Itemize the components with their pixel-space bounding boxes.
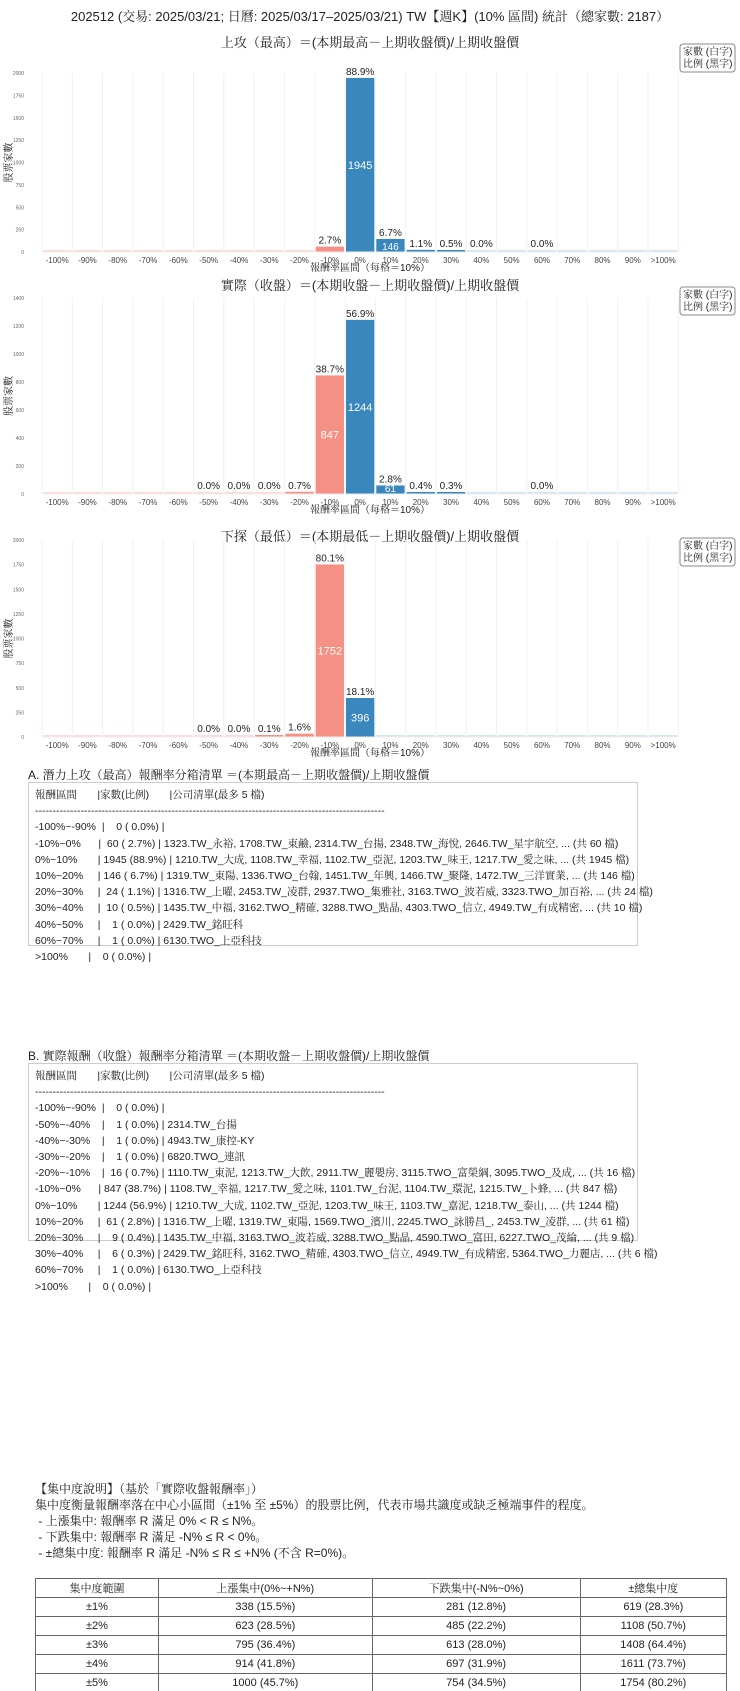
- bar-count-label: 1945: [347, 159, 373, 172]
- bar-percent-label: 56.9%: [345, 308, 375, 320]
- section-a-list: [28, 782, 653, 964]
- x-tick-label: 10%: [382, 741, 399, 750]
- bar-count-label: 1244: [347, 401, 373, 414]
- text-line: 0%~10% | 1244 (56.9%) | 1210.TW_大成, 1102.TW_亞泥, 1203.TW_味王, 1103.TW_嘉泥, 1218.TW_泰山, ... (共 1244 檔): [35, 1199, 619, 1212]
- x-tick-label: -70%: [138, 741, 158, 750]
- bar-percent-label: 1.6%: [288, 722, 311, 734]
- y-tick-label: 200: [15, 464, 24, 470]
- text-line: -10%~0% | 60 ( 2.7%) | 1323.TW_永裕, 1708.TW_東鹼, 2314.TW_台揚, 2348.TW_海悅, 2646.TW_星宇航空, ... (共 60 檔): [35, 837, 619, 850]
- y-tick-label: 750: [15, 182, 24, 189]
- table-cell: 914 (41.8%): [158, 1655, 372, 1674]
- x-tick-label: 60%: [533, 498, 550, 507]
- y-tick-label: 250: [15, 227, 24, 234]
- bar-percent-label: 0.0%: [257, 481, 281, 492]
- x-tick-label: -40%: [229, 256, 249, 265]
- bar-percent-label: 0.4%: [409, 481, 433, 492]
- legend-entry: 比例 (黑字): [683, 553, 733, 564]
- x-tick-label: -50%: [199, 498, 218, 507]
- x-tick-label: 50%: [503, 256, 520, 265]
- x-tick-label: 90%: [624, 256, 641, 265]
- bar-percent-label: 0.5%: [439, 239, 463, 250]
- table-cell: ±1%: [36, 1598, 159, 1617]
- x-tick-label: -80%: [108, 741, 128, 750]
- y-tick-label: 250: [15, 710, 24, 717]
- text-line: 30%~40% | 10 ( 0.5%) | 1435.TW_中福, 3162.TWO_精確, 3288.TWO_點晶, 4303.TWO_信立, 4949.TW_有成精密, ... (共 10 檔): [35, 902, 643, 915]
- table-cell: 1000 (45.7%): [158, 1674, 372, 1691]
- bar-percent-label: 0.0%: [227, 481, 251, 492]
- y-tick-label: 1500: [12, 115, 24, 122]
- bar-percent-label: 38.7%: [315, 364, 345, 376]
- y-tick-label: 1500: [12, 587, 24, 594]
- text-line: -40%~-30% | 1 ( 0.0%) | 4943.TW_康控-KY: [35, 1134, 255, 1147]
- y-tick-label: 750: [15, 661, 24, 668]
- x-tick-label: -80%: [108, 498, 128, 507]
- x-tick-label: -20%: [290, 498, 309, 507]
- text-line: -20%~-10% | 16 ( 0.7%) | 1110.TW_東泥, 1213.TW_大飲, 2911.TW_麗嬰房, 3115.TWO_富榮綱, 3095.TWO_及成, ... (共 16 檔): [35, 1167, 636, 1180]
- bar-percent-label: 0.0%: [227, 724, 251, 735]
- y-axis-label: 股票家數: [4, 142, 15, 183]
- bar-percent-label: 0.0%: [530, 481, 554, 492]
- col-header: 下跌集中(-N%~0%): [372, 1579, 580, 1598]
- y-axis-label: 股票家數: [4, 376, 15, 416]
- table-cell: 338 (15.5%): [158, 1598, 372, 1617]
- x-tick-label: -10%: [320, 498, 340, 507]
- x-tick-label: 40%: [473, 256, 490, 265]
- y-tick-label: 0: [21, 250, 24, 256]
- text-line: ----------------------------------------------------------------------------------------------------: [35, 805, 385, 818]
- x-tick-label: 80%: [594, 256, 611, 265]
- table-cell: 1408 (64.4%): [580, 1636, 726, 1655]
- bar-percent-label: 0.0%: [469, 239, 493, 250]
- x-tick-label: 70%: [564, 256, 581, 265]
- x-tick-label: -40%: [229, 741, 249, 750]
- bar-percent-label: 2.8%: [379, 474, 402, 486]
- table-cell: 485 (22.2%): [372, 1617, 580, 1636]
- text-line: >100% | 0 ( 0.0%) |: [35, 951, 152, 964]
- x-tick-label: -100%: [45, 256, 69, 265]
- x-tick-label: -90%: [78, 741, 97, 750]
- bar-percent-label: 0.0%: [197, 724, 221, 735]
- y-tick-label: 2000: [12, 538, 24, 544]
- bar-percent-label: 80.1%: [315, 553, 345, 565]
- bar-percent-label: 2.7%: [318, 235, 342, 247]
- x-tick-label: 40%: [473, 498, 490, 507]
- x-tick-label: 90%: [624, 741, 641, 750]
- bar-count-label: 847: [320, 429, 340, 442]
- text-line: 報酬區間 |家數(比例) |公司清單(最多 5 檔): [35, 789, 265, 801]
- bar-percent-label: 0.0%: [530, 239, 554, 250]
- text-line: -50%~-40% | 1 ( 0.0%) | 2314.TW_台揚: [35, 1118, 237, 1131]
- table-cell: 697 (31.9%): [372, 1655, 580, 1674]
- text-line: 40%~50% | 1 ( 0.0%) | 2429.TW_銘旺科: [35, 918, 244, 931]
- y-tick-label: 0: [21, 492, 24, 498]
- x-tick-label: -10%: [320, 741, 340, 750]
- table-cell: ±5%: [36, 1674, 159, 1691]
- chart-1: [2, 35, 735, 274]
- x-tick-label: 0%: [354, 741, 366, 750]
- text-line: -100%~-90% | 0 ( 0.0%) |: [35, 1102, 165, 1115]
- table-header-row: [36, 1579, 727, 1598]
- chart-3: [2, 529, 735, 759]
- y-tick-label: 1250: [12, 611, 24, 618]
- x-tick-label: -40%: [229, 498, 249, 507]
- x-tick-label: 10%: [382, 256, 399, 265]
- legend-entry: 家數 (白字): [683, 290, 733, 301]
- x-tick-label: -50%: [199, 741, 218, 750]
- x-tick-label: 20%: [412, 498, 429, 507]
- concentration-table: [35, 1578, 727, 1691]
- x-tick-label: 30%: [443, 498, 460, 507]
- x-tick-label: >100%: [650, 256, 676, 265]
- bar-percent-label: 1.1%: [409, 238, 433, 250]
- x-tick-label: -30%: [259, 256, 279, 265]
- section-b-list: [28, 1063, 658, 1293]
- text-line: - 上漲集中: 報酬率 R 滿足 0% < R ≤ N%。: [35, 1514, 264, 1528]
- table-cell: ±2%: [36, 1617, 159, 1636]
- explanation-heading: 【集中度說明】（基於「實際收盤報酬率」）: [35, 1482, 264, 1496]
- page-title: 202512 (交易: 2025/03/21; 日曆: 2025/03/17–2025/03/21) TW【週K】(10% 區間) 統計（總家數: 2187）: [70, 9, 670, 24]
- table-row: [36, 1674, 727, 1691]
- col-header: 集中度範圍: [36, 1579, 159, 1598]
- x-tick-label: 20%: [412, 256, 429, 265]
- x-tick-label: >100%: [650, 498, 676, 507]
- text-line: >100% | 0 ( 0.0%) |: [35, 1280, 152, 1293]
- y-tick-label: 1750: [12, 562, 24, 569]
- text-line: -30%~-20% | 1 ( 0.0%) | 6820.TWO_連訊: [35, 1151, 245, 1164]
- chart-title: 上攻（最高）＝(本期最高－上期收盤價)/上期收盤價: [220, 35, 520, 50]
- text-line: 60%~70% | 1 ( 0.0%) | 6130.TWO_上亞科技: [35, 934, 262, 947]
- x-tick-label: 60%: [533, 741, 550, 750]
- y-tick-label: 1750: [12, 93, 24, 100]
- table-cell: 613 (28.0%): [372, 1636, 580, 1655]
- y-tick-label: 1400: [12, 296, 24, 302]
- table-row: [36, 1598, 727, 1617]
- bar: [316, 247, 344, 252]
- x-tick-label: -60%: [169, 498, 188, 507]
- x-tick-label: -60%: [169, 256, 188, 265]
- x-tick-label: -100%: [45, 741, 69, 750]
- text-line: -10%~0% | 847 (38.7%) | 1108.TW_幸福, 1217.TW_愛之味, 1101.TW_台泥, 1104.TW_環泥, 1215.TW_卜蜂, ... (共 847 檔): [35, 1183, 618, 1196]
- text-line: 集中度衡量報酬率落在中心小區間（±1% 至 ±5%）的股票比例，代表市場共識度或缺乏極端事件的程度。: [35, 1498, 594, 1512]
- x-tick-label: 30%: [443, 741, 460, 750]
- table-cell: 754 (34.5%): [372, 1674, 580, 1691]
- histogram-charts: [0, 0, 740, 780]
- chart-2: [2, 278, 735, 516]
- bar-percent-label: 88.9%: [345, 66, 375, 78]
- x-tick-label: 60%: [533, 256, 550, 265]
- x-tick-label: 20%: [412, 741, 429, 750]
- y-tick-label: 1200: [12, 324, 24, 330]
- y-tick-label: 1000: [12, 160, 24, 167]
- x-tick-label: 80%: [594, 498, 611, 507]
- legend-entry: 比例 (黑字): [683, 59, 733, 70]
- text-line: 10%~20% | 146 ( 6.7%) | 1319.TW_東陽, 1336.TWO_台翰, 1451.TW_年興, 1466.TW_聚隆, 1472.TW_三洋實業, ... (共 146 檔): [35, 870, 635, 883]
- x-tick-label: -20%: [290, 741, 309, 750]
- x-tick-label: 70%: [564, 741, 581, 750]
- text-line: ----------------------------------------------------------------------------------------------------: [35, 1086, 385, 1099]
- x-tick-label: -90%: [78, 498, 97, 507]
- table-cell: 1108 (50.7%): [580, 1617, 726, 1636]
- bar-percent-label: 6.7%: [379, 227, 402, 239]
- x-tick-label: 40%: [473, 741, 490, 750]
- bar-percent-label: 18.1%: [345, 686, 375, 698]
- x-tick-label: 90%: [624, 498, 641, 507]
- chart-title: 下探（最低）＝(本期最低－上期收盤價)/上期收盤價: [220, 529, 520, 544]
- bar-percent-label: 0.1%: [257, 724, 281, 735]
- text-line: -100%~-90% | 0 ( 0.0%) |: [35, 821, 165, 834]
- table-cell: 795 (36.4%): [158, 1636, 372, 1655]
- y-tick-label: 400: [15, 436, 24, 442]
- bar-percent-label: 0.3%: [439, 481, 463, 492]
- text-line: 0%~10% | 1945 (88.9%) | 1210.TW_大成, 1108.TW_幸福, 1102.TW_亞泥, 1203.TW_味王, 1217.TW_愛之味, ... (共 1945 檔): [35, 853, 630, 866]
- x-tick-label: 10%: [382, 498, 399, 507]
- table-cell: 1754 (80.2%): [580, 1674, 726, 1691]
- legend-entry: 家數 (白字): [683, 47, 733, 58]
- x-axis-label: 報酬率區間（每格＝10%）: [309, 263, 431, 274]
- text-line: - ±總集中度: 報酬率 R 滿足 -N% ≤ R ≤ +N% (不含 R=0%)。: [35, 1546, 355, 1560]
- text-line: 20%~30% | 9 ( 0.4%) | 1435.TW_中福, 3163.TWO_波若威, 3288.TWO_點晶, 4590.TWO_富田, 6227.TWO_茂綸, ... (共 9 檔): [35, 1232, 635, 1245]
- x-tick-label: -80%: [108, 256, 128, 265]
- x-tick-label: 0%: [354, 256, 366, 265]
- table-row: [36, 1655, 727, 1674]
- legend-entry: 家數 (白字): [683, 541, 733, 552]
- bar-percent-label: 0.0%: [197, 481, 221, 492]
- y-tick-label: 1250: [12, 138, 24, 145]
- bar-count-label: 61: [384, 484, 397, 495]
- y-tick-label: 800: [15, 380, 24, 386]
- x-tick-label: 0%: [354, 498, 366, 507]
- table-row: [36, 1636, 727, 1655]
- text-line: 10%~20% | 61 ( 2.8%) | 1316.TW_上曜, 1319.TW_東陽, 1569.TWO_濱川, 2245.TWO_詠勝昌_, 2453.TW_凌群, ... (共 61 檔): [35, 1215, 630, 1228]
- y-tick-label: 1000: [12, 352, 24, 358]
- bar-percent-label: 0.7%: [288, 480, 311, 492]
- legend-entry: 比例 (黑字): [683, 302, 733, 313]
- table-cell: ±3%: [36, 1636, 159, 1655]
- x-tick-label: -70%: [138, 256, 158, 265]
- x-axis-label: 報酬率區間（每格＝10%）: [309, 748, 431, 759]
- x-tick-label: -20%: [290, 256, 309, 265]
- table-cell: 281 (12.8%): [372, 1598, 580, 1617]
- text-line: 30%~40% | 6 ( 0.3%) | 2429.TW_銘旺科, 3162.TWO_精確, 4303.TWO_信立, 4949.TW_有成精密, 5364.TWO_力麗店, ... (共 6 檔): [35, 1248, 658, 1261]
- x-tick-label: 50%: [503, 741, 520, 750]
- bar-count-label: 1752: [317, 645, 343, 658]
- x-tick-label: -10%: [320, 256, 340, 265]
- table-cell: 623 (28.5%): [158, 1617, 372, 1636]
- table-row: [36, 1617, 727, 1636]
- table-cell: ±4%: [36, 1655, 159, 1674]
- text-line: 20%~30% | 24 ( 1.1%) | 1316.TW_上曜, 2453.TW_凌群, 2937.TWO_集雅社, 3163.TWO_波若威, 3323.TWO_加百裕, ... (共 24 檔): [35, 886, 653, 899]
- y-tick-label: 2000: [12, 71, 24, 77]
- x-tick-label: 80%: [594, 741, 611, 750]
- chart-title: 實際（收盤）＝(本期收盤－上期收盤價)/上期收盤價: [220, 278, 520, 293]
- x-tick-label: -70%: [138, 498, 158, 507]
- x-tick-label: -60%: [169, 741, 188, 750]
- x-tick-label: 30%: [443, 256, 460, 265]
- text-line: - 下跌集中: 報酬率 R 滿足 -N% ≤ R < 0%。: [35, 1530, 268, 1544]
- x-tick-label: -90%: [78, 256, 97, 265]
- text-line: 60%~70% | 1 ( 0.0%) | 6130.TWO_上亞科技: [35, 1264, 262, 1277]
- y-axis-label: 股票家數: [4, 618, 15, 659]
- x-tick-label: -50%: [199, 256, 218, 265]
- concentration-explanation: [35, 1481, 594, 1561]
- bar: [285, 734, 313, 737]
- table-cell: 619 (28.3%): [580, 1598, 726, 1617]
- col-header: ±總集中度: [580, 1579, 726, 1598]
- y-tick-label: 500: [15, 685, 24, 692]
- y-tick-label: 600: [15, 408, 24, 414]
- bar-count-label: 146: [382, 242, 399, 253]
- x-tick-label: >100%: [650, 741, 676, 750]
- section-a-label: A. 潛力上攻（最高）報酬率分箱清單 ＝(本期最高－上期收盤價)/上期收盤價: [28, 768, 430, 782]
- table-cell: 1611 (73.7%): [580, 1655, 726, 1674]
- x-tick-label: -100%: [45, 498, 69, 507]
- x-tick-label: 50%: [503, 498, 520, 507]
- explanation-lines: [35, 1497, 594, 1561]
- y-tick-label: 0: [21, 735, 24, 741]
- text-line: 報酬區間 |家數(比例) |公司清單(最多 5 檔): [35, 1070, 265, 1082]
- x-axis-label: 報酬率區間（每格＝10%）: [309, 505, 431, 516]
- y-tick-label: 500: [15, 205, 24, 212]
- x-tick-label: 70%: [564, 498, 581, 507]
- bar-count-label: 396: [350, 712, 370, 725]
- y-tick-label: 1000: [12, 636, 24, 643]
- section-b-label: B. 實際報酬（收盤）報酬率分箱清單 ＝(本期收盤－上期收盤價)/上期收盤價: [28, 1049, 430, 1063]
- col-header: 上漲集中(0%~+N%): [158, 1579, 372, 1598]
- x-tick-label: -30%: [259, 498, 279, 507]
- x-tick-label: -30%: [259, 741, 279, 750]
